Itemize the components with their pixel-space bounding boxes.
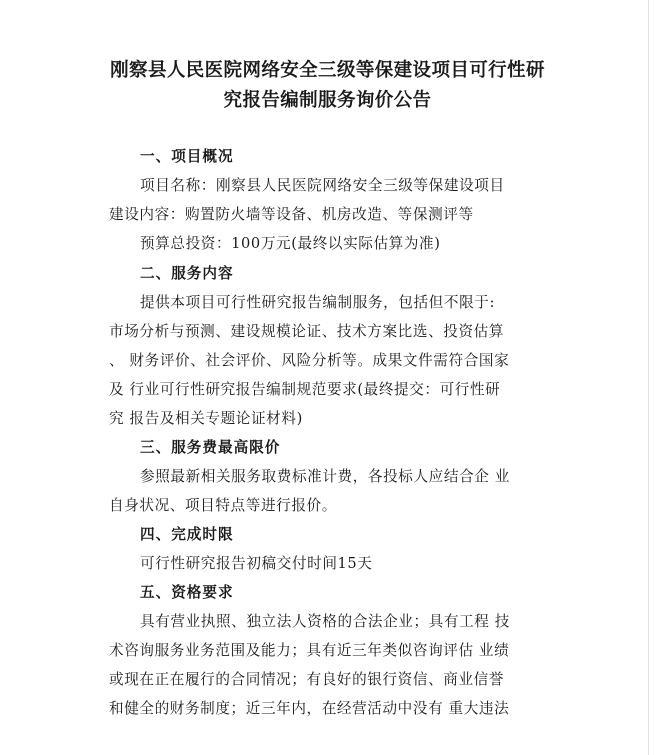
service-line: 市场分析与预测、建设规模论证、技术方案比选、投资估算 xyxy=(109,323,505,340)
service-line: 提供本项目可行性研究报告编制服务，包括但不限于: xyxy=(140,294,495,311)
fee-line: 自身状况、项目特点等进行报价。 xyxy=(109,497,337,514)
service-line: 及 行业可行性研究报告编制规范要求(最终提交：可行性研 xyxy=(109,381,501,398)
document-title-line-1: 刚察县人民医院网络安全三级等保建设项目可行性研 xyxy=(110,60,545,81)
qualification-line: 具有营业执照、独立法人资格的合法企业；具有工程 技 xyxy=(140,613,510,630)
construction-content-line: 建设内容：购置防火墙等设备、机房改造、等保测评等 xyxy=(109,206,474,223)
qualification-line: 或现在正在履行的合同情况；有良好的银行资信、商业信誉 xyxy=(109,671,505,688)
fee-line: 参照最新相关服务取费标准计费，各投标人应结合企 业 xyxy=(140,468,510,485)
section-heading-fee: 三、服务费最高限价 xyxy=(140,439,281,456)
section-heading-overview: 一、项目概况 xyxy=(140,148,234,165)
page-edge-divider xyxy=(648,0,649,755)
section-heading-service: 二、服务内容 xyxy=(140,265,234,282)
timeline-line: 可行性研究报告初稿交付时间15天 xyxy=(140,555,373,572)
budget-line: 预算总投资：100万元(最终以实际估算为准) xyxy=(140,235,441,252)
service-line: 、 财务评价、社会评价、风险分析等。成果文件需符合国家 xyxy=(109,352,510,369)
section-heading-timeline: 四、完成时限 xyxy=(140,526,234,543)
qualification-line: 和健全的财务制度；近三年内，在经营活动中没有 重大违法 xyxy=(109,700,510,717)
project-name-line: 项目名称：刚察县人民医院网络安全三级等保建设项目 xyxy=(140,177,505,194)
qualification-line: 术咨询服务业务范围及能力；具有近三年类似咨询评估 业绩 xyxy=(109,642,510,659)
section-heading-qualification: 五、资格要求 xyxy=(140,584,234,601)
service-line: 究 报告及相关专题论证材料) xyxy=(109,410,303,427)
document-title-line-2: 究报告编制服务询价公告 xyxy=(223,90,432,111)
